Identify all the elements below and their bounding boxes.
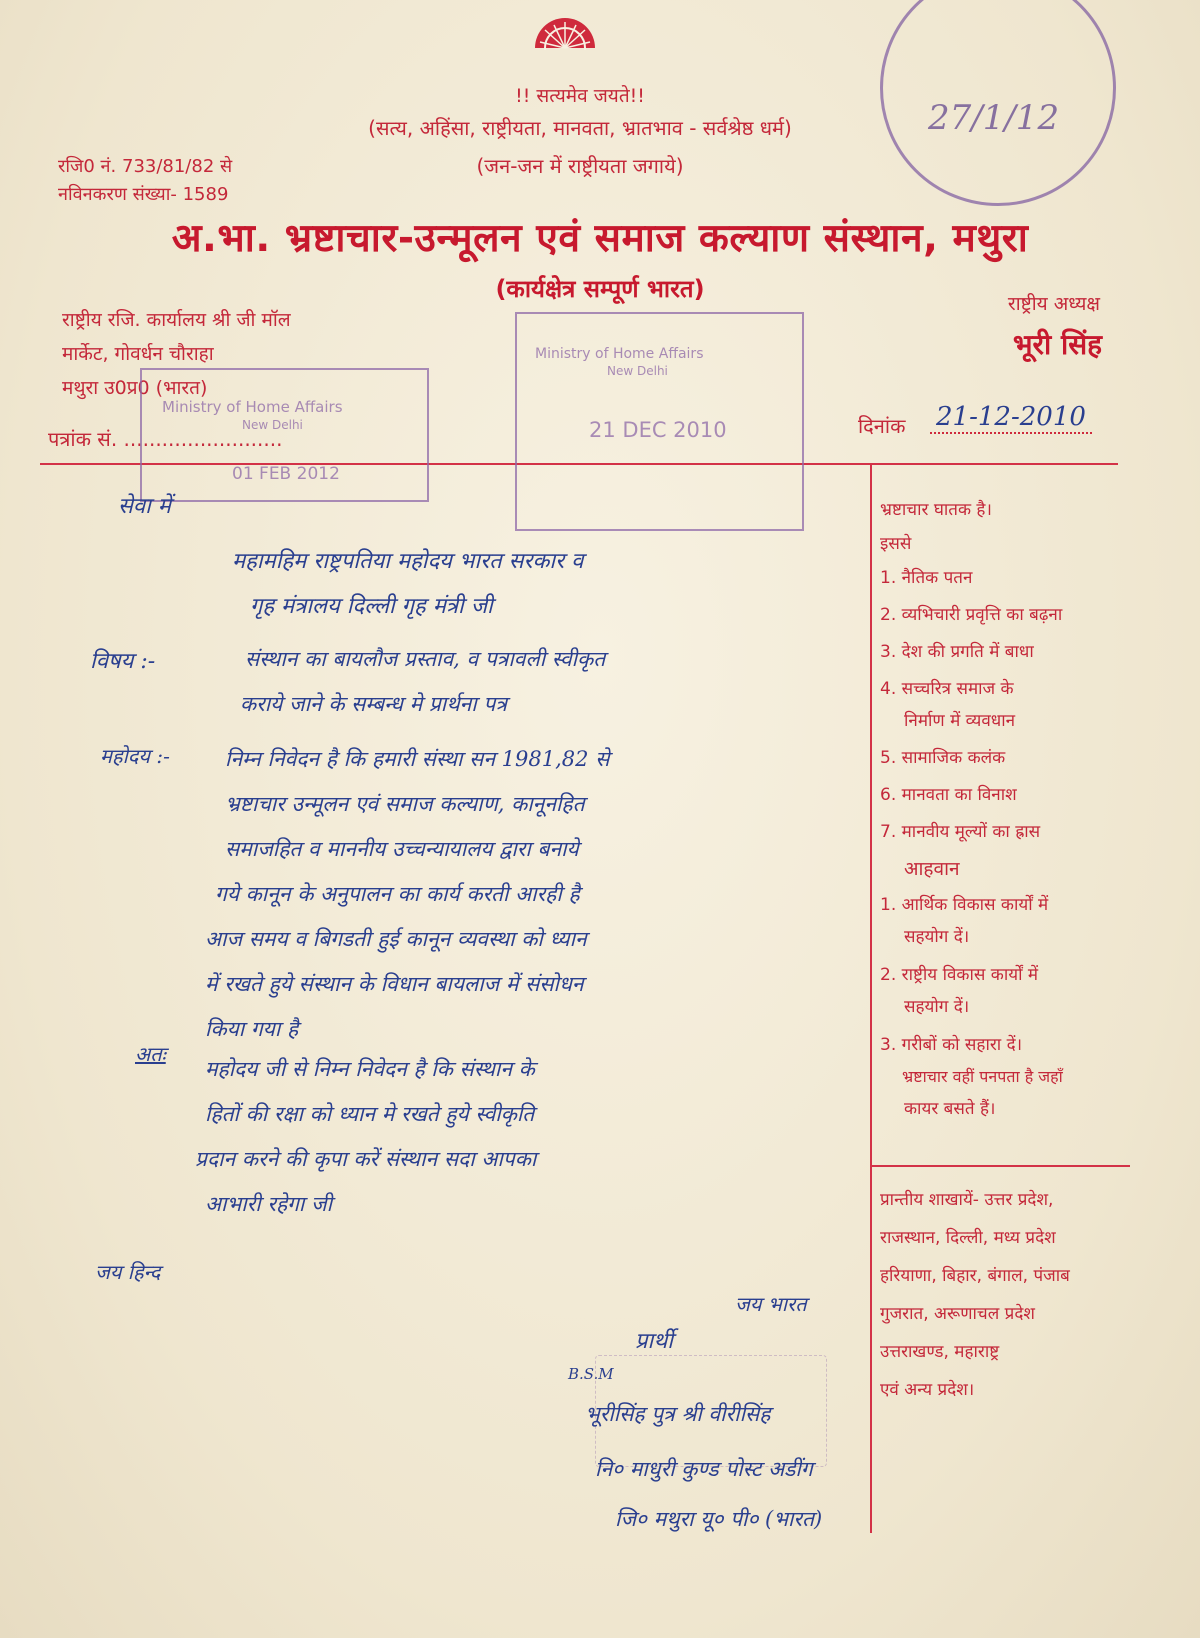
address-line: मथुरा उ0प्र0 (भारत) [62, 377, 208, 399]
closing-line: प्रदान करने की कृपा करें संस्थान सदा आपका [195, 1147, 537, 1171]
closing-line: महोदय जी से निम्न निवेदन है कि संस्थान के [205, 1057, 535, 1081]
sidebar-list-item: 1. नैतिक पतन [880, 568, 973, 588]
stamp-city-text: New Delhi [607, 364, 668, 378]
date-label: दिनांक [858, 414, 906, 438]
jai-hind: जय हिन्द [95, 1260, 161, 1284]
sidebar-list-item: 4. सच्चरित्र समाज के [880, 679, 1014, 699]
letter-to: सेवा में [118, 494, 171, 519]
motto-satyamev: !! सत्यमेव जयते!! [515, 85, 645, 107]
sidebar-subheading: इससे [880, 534, 912, 554]
branch-line: उत्तराखण्ड, महाराष्ट्र [880, 1342, 1000, 1362]
sidebar-list-item: 2. व्यभिचारी प्रवृत्ति का बढ़ना [880, 605, 1063, 625]
sidebar-list-item: 7. मानवीय मूल्यों का ह्रास [880, 822, 1041, 842]
organization-scope: (कार्यक्षेत्र सम्पूर्ण भारत) [495, 275, 705, 303]
letter-addressee: महामहिम राष्ट्रपतिया महोदय भारत सरकार व [232, 549, 584, 574]
date-value: 21-12-2010 [930, 402, 1092, 434]
subject-text: कराये जाने के सम्बन्ध मे प्रार्थना पत्र [240, 692, 507, 716]
letter-addressee: गृह मंत्रालय दिल्ली गृह मंत्री जी [250, 594, 493, 619]
sidebar-corruption [880, 500, 1140, 1119]
registration-number: रजि0 नं. 733/81/82 से [58, 156, 233, 177]
branch-line: प्रान्तीय शाखायें- उत्तर प्रदेश, [880, 1190, 1054, 1210]
body-line: भ्रष्टाचार उन्मूलन एवं समाज कल्याण, कानूनहित [225, 792, 585, 816]
letter-body [205, 745, 865, 1060]
subject-label: विषय :- [90, 649, 156, 674]
sidebar-appeal-item: 1. आर्थिक विकास कार्यों में [880, 895, 1049, 915]
letter-number-label: पत्रांक सं. ......................... [48, 427, 283, 451]
sidebar-appeal-item: 3. गरीबों को सहारा दें। [880, 1035, 1023, 1055]
signature-initials: B.S.M [568, 1365, 614, 1383]
organization-name: अ.भा. भ्रष्टाचार-उन्मूलन एवं समाज कल्याण संस्थान, मथुरा [171, 216, 1029, 261]
ministry-stamp-dated [515, 312, 804, 531]
renewal-number: नविनकरण संख्या- 1589 [58, 184, 229, 205]
sidebar-divider [870, 463, 872, 1533]
sidebar-appeal-item: कायर बसते हैं। [904, 1099, 996, 1119]
signatory-district: जि० मथुरा यू० पी० (भारत) [615, 1507, 823, 1531]
branch-line: राजस्थान, दिल्ली, मध्य प्रदेश [880, 1228, 1056, 1248]
stamp-date: 21 DEC 2010 [589, 418, 727, 442]
sidebar-list-item: 6. मानवता का विनाश [880, 785, 1017, 805]
stamp-date: 01 FEB 2012 [232, 464, 340, 484]
jai-bharat: जय भारत [735, 1292, 807, 1316]
sidebar-list-item: 3. देश की प्रगति में बाधा [880, 642, 1034, 662]
ata-label: अतः [135, 1042, 166, 1066]
stamp-city-text: New Delhi [242, 418, 303, 432]
sidebar-appeal-item: सहयोग दें। [904, 927, 970, 947]
sidebar-heading: भ्रष्टाचार घातक है। [880, 500, 992, 520]
stamp-ministry-text: Ministry of Home Affairs [535, 346, 704, 362]
body-line: निम्न निवेदन है कि हमारी संस्था सन 1981,82 से [225, 747, 610, 771]
address-line: मार्केट, गोवर्धन चौराहा [62, 343, 214, 365]
body-line: किया गया है [205, 1017, 299, 1041]
sidebar-appeal-item: सहयोग दें। [904, 997, 970, 1017]
body-line: आज समय व बिगडती हुई कानून व्यवस्था को ध्यान [205, 927, 587, 951]
prarthi-label: प्रार्थी [635, 1329, 673, 1354]
salutation: महोदय :- [100, 744, 170, 768]
motto-slogan: (जन-जन में राष्ट्रीयता जगाये) [476, 154, 684, 178]
letter-closing [195, 1055, 855, 1235]
ashoka-emblem-icon [530, 0, 600, 50]
sidebar-appeal-item: भ्रष्टाचार वहीं पनपता है जहाँ [902, 1067, 1063, 1086]
ministry-stamp-received [140, 368, 429, 502]
closing-line: हितों की रक्षा को ध्यान मे रखते हुये स्वीकृति [205, 1102, 535, 1126]
seal-date: 27/1/12 [928, 98, 1060, 138]
signatory-name: भूरीसिंह पुत्र श्री वीरीसिंह [585, 1402, 771, 1426]
body-line: गये कानून के अनुपालन का कार्य करती आरही है [215, 882, 580, 906]
stamp-ministry-text: Ministry of Home Affairs [162, 398, 343, 416]
body-line: समाजहित व माननीय उच्चन्यायालय द्वारा बनाये [225, 837, 579, 861]
president-name: भूरी सिंह [1012, 328, 1102, 361]
address-line: राष्ट्रीय रजि. कार्यालय श्री जी मॉल [62, 309, 291, 331]
sidebar-list-item: 5. सामाजिक कलंक [880, 748, 1006, 768]
body-line: में रखते हुये संस्थान के विधान बायलाज में संसोधन [205, 972, 584, 996]
subject-text: संस्थान का बायलौज प्रस्ताव, व पत्रावली स्वीकृत [245, 647, 606, 671]
branch-line: गुजरात, अरूणाचल प्रदेश [880, 1304, 1035, 1324]
closing-line: आभारी रहेगा जी [205, 1192, 333, 1216]
sidebar-list-item: निर्माण में व्यवधान [904, 711, 1016, 731]
sidebar-appeal-item: 2. राष्ट्रीय विकास कार्यों में [880, 965, 1039, 985]
signatory-address: नि० माधुरी कुण्ड पोस्ट अडींग [595, 1457, 813, 1481]
branch-line: एवं अन्य प्रदेश। [880, 1380, 975, 1400]
sidebar-section-divider [870, 1165, 1130, 1167]
president-title: राष्ट्रीय अध्यक्ष [1007, 293, 1100, 315]
sidebar-branches [880, 1190, 1145, 1400]
sidebar-appeal-heading: आहवान [904, 858, 960, 880]
motto-values: (सत्य, अहिंसा, राष्ट्रीयता, मानवता, भ्रातभाव - सर्वश्रेष्ठ धर्म) [368, 116, 792, 140]
branch-line: हरियाणा, बिहार, बंगाल, पंजाब [880, 1266, 1070, 1286]
